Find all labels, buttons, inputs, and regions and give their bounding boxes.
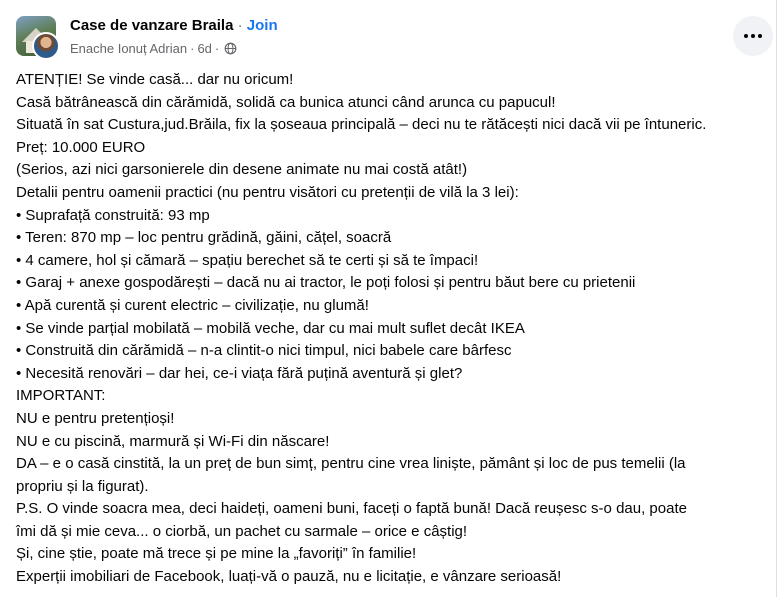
- globe-icon[interactable]: [224, 42, 237, 55]
- post-text-line: NU e cu piscină, marmură și Wi-Fi din născare!: [16, 432, 330, 450]
- user-avatar[interactable]: [32, 32, 60, 60]
- post-text-line: • Se vinde parțial mobilată – mobilă veche, dar cu mai mult suflet decât IKEA: [16, 319, 525, 337]
- post-text: [16, 69, 776, 589]
- title-separator: ·: [237, 17, 243, 34]
- post-text-line: îmi dă și mie ceva... o ciorbă, un pachet cu sarmale – orice e câștig!: [16, 522, 468, 540]
- post-text-line: Situată în sat Custura,jud.Brăila, fix la șoseaua principală – deci nu te rătăcești nici dacă vii pe întuneric.: [16, 116, 707, 134]
- group-title-row: [70, 17, 278, 34]
- post-text-line: NU e pentru pretențioși!: [16, 409, 175, 427]
- meta-separator: ·: [190, 41, 195, 56]
- post-text-line: Detalii pentru oamenii practici (nu pentru visători cu pretenții de vilă la 3 lei):: [16, 183, 519, 201]
- avatar-group[interactable]: [16, 16, 60, 60]
- post-text-line: (Serios, azi nici garsonierele din desene animate nu mai costă atât!): [16, 161, 468, 179]
- post-text-line: • Garaj + anexe gospodărești – dacă nu ai tractor, le poți folosi și pentru băut bere cu prietenii: [16, 274, 636, 292]
- post-text-line: Și, cine știe, poate mă trece și pe mine la „favoriți” în familie!: [16, 545, 417, 563]
- meta-separator-2: ·: [214, 41, 220, 56]
- author-name-link[interactable]: Enache Ionuț Adrian: [70, 41, 188, 56]
- post-text-line: DA – e o casă cinstită, la un preț de bun simț, pentru cine vrea liniște, pământ și loc de pus temelii (la: [16, 455, 686, 473]
- post-meta: [70, 41, 237, 56]
- post-text-line: propriu și la figurat).: [16, 477, 149, 495]
- post-text-line: Preț: 10.000 EURO: [16, 138, 146, 156]
- post-text-line: • 4 camere, hol și cămară – spațiu berechet să te certi și să te împaci!: [16, 251, 479, 269]
- post-timestamp[interactable]: 6d: [197, 41, 212, 56]
- post-text-line: P.S. O vinde soacra mea, deci haideți, oameni buni, faceți o faptă bună! Dacă reușesc s-o dau, poate: [16, 500, 687, 518]
- post-text-line: • Apă curentă și curent electric – civilizație, nu glumă!: [16, 296, 369, 314]
- post-header: [0, 0, 777, 70]
- post-text-line: • Necesită renovări – dar hei, ce-i viața fără puțină aventură și glet?: [16, 364, 463, 382]
- post-text-line: Experții imobiliari de Facebook, luați-vă o pauză, nu e licitație, e vânzare serioasă!: [16, 568, 562, 586]
- more-options-button[interactable]: [733, 16, 773, 56]
- post-text-line: ATENȚIE! Se vinde casă... dar nu oricum!: [16, 71, 294, 88]
- more-options-icon: [744, 34, 762, 38]
- post-text-line: • Construită din cărămidă – n-a clintit-o nici timpul, nici babele care bârfesc: [16, 342, 512, 360]
- post-text-line: • Suprafață construită: 93 mp: [16, 206, 210, 224]
- post-text-line: IMPORTANT:: [16, 387, 106, 405]
- join-button[interactable]: Join: [246, 17, 278, 34]
- post-text-line: Casă bătrânească din cărămidă, solidă ca bunica atunci când arunca cu papucul!: [16, 93, 556, 111]
- group-name-link[interactable]: Case de vanzare Braila: [70, 17, 234, 34]
- post-text-line: • Teren: 870 mp – loc pentru grădină, găini, cățel, soacră: [16, 229, 392, 247]
